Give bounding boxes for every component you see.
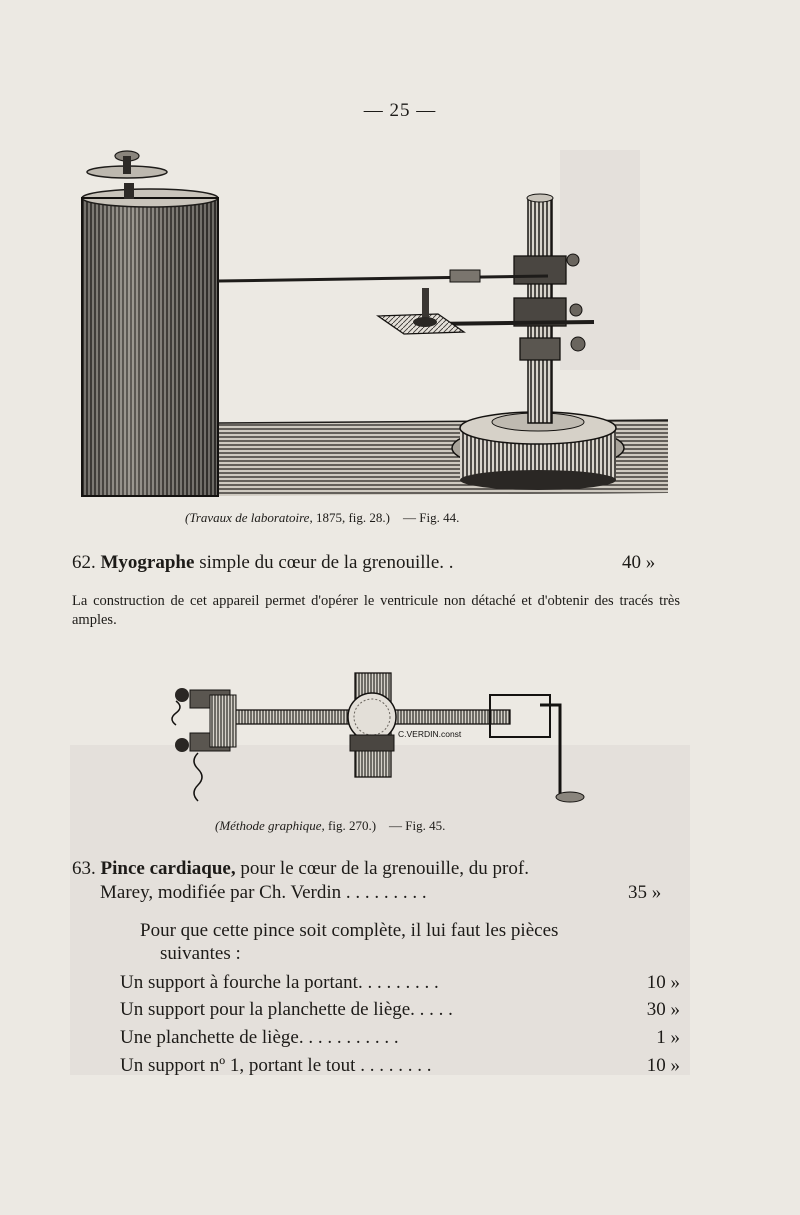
item-name: Pince cardiaque, [100, 858, 236, 879]
part-label: Un support pour la planchette de liège. . . . . [120, 999, 453, 1020]
caption-source: (Méthode graphique, [215, 818, 325, 833]
item-62-price: 40 » [622, 552, 656, 573]
caption-fig-number: — Fig. 44. [402, 510, 460, 525]
item-number: 63. [72, 858, 96, 879]
caption-source: (Travaux de laboratoire, [185, 510, 313, 525]
item-62-title [72, 552, 454, 574]
item-63-intro: Pour que cette pince soit complète, il lui faut les pièces [140, 920, 559, 941]
part-row [120, 999, 680, 1023]
caption-fig-number: — Fig. 45. [389, 818, 446, 833]
caption-ref: fig. 270.) [328, 818, 377, 833]
part-price: 10 » [646, 972, 680, 993]
item-number: 62. [72, 552, 96, 573]
part-label: Une planchette de liège. . . . . . . . . . . [120, 1027, 399, 1048]
part-label: Un support à fourche la portant. . . . . . . . . [120, 972, 439, 993]
part-price: 10 » [646, 1055, 680, 1076]
part-row [120, 1027, 680, 1051]
figure-44-caption [185, 510, 459, 526]
caption-ref: 1875, fig. 28.) [315, 510, 390, 525]
item-title-rest: simple du cœur de la grenouille. . [199, 552, 454, 573]
item-title-rest: pour le cœur de la grenouille, du prof. [240, 858, 529, 879]
page-number: — 25 — [363, 100, 437, 121]
item-63-title [72, 858, 529, 880]
part-row [120, 972, 680, 996]
item-name: Myographe [100, 552, 195, 573]
part-label: Un support nº 1, portant le tout . . . . . . . . [120, 1055, 432, 1076]
engraver-label: C.VERDIN.const [398, 729, 462, 739]
part-price: 1 » [656, 1027, 680, 1048]
part-row [120, 1055, 680, 1079]
myograph-engraving [78, 148, 678, 500]
item-62-description: La construction de cet appareil permet d'opérer le ventricule non détaché et d'obtenir des tracés très amples. [72, 593, 680, 628]
item-63-title-line2: Marey, modifiée par Ch. Verdin . . . . . . . . . [100, 882, 427, 903]
item-63-price: 35 » [628, 882, 662, 903]
writing-lever [218, 276, 548, 281]
part-price: 30 » [646, 999, 680, 1020]
item-63-intro-cont: suivantes : [160, 943, 241, 964]
center-disc [348, 693, 396, 741]
figure-45-caption [215, 818, 445, 834]
cardiac-clamp-engraving [160, 665, 590, 810]
